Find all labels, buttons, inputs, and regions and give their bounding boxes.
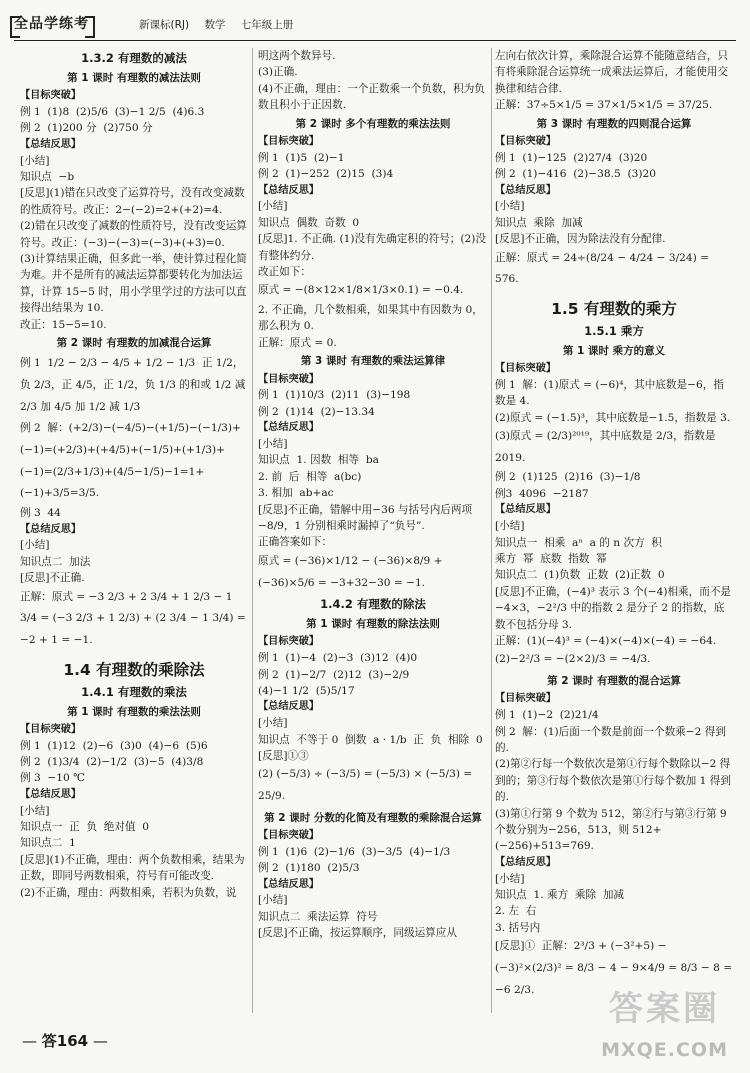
answer-line: 例 2 (1)180 (2)5/3 (258, 862, 360, 875)
answer-line: [小结] (258, 894, 288, 907)
section-tag: 【目标突破】 (20, 90, 82, 102)
lesson-title: 第 2 课时 有理数的混合运算 (547, 675, 681, 688)
answer-line: (3)正确. (258, 66, 298, 79)
answer-line: (2)第②行每一个数依次是第①行每个数除以−2 得到的；第③行每个数依次是第①行每个数加 1 得到的. (495, 758, 731, 804)
answer-line: 改正：15−5=10. (20, 318, 107, 331)
section-tag: 【总结反思】 (20, 523, 82, 535)
section-title: 1.5 有理数的乘方 (551, 299, 677, 318)
section-tag: 【目标突破】 (258, 135, 320, 147)
subsection-title: 1.3.2 有理数的减法 (81, 51, 187, 65)
lesson-title: 第 1 课时 有理数的除法法则 (306, 618, 440, 631)
answer-line: (2)原式 = (−1.5)³，其中底数是−1.5，指数是 3. (495, 411, 731, 424)
answer-line: 例 2 (1)14 (2)−13.34 (258, 405, 375, 418)
lesson-title: 第 2 课时 有理数的加减混合运算 (56, 336, 212, 349)
section-tag: 【总结反思】 (20, 138, 82, 150)
answer-line: (4)−1 1/2 (5)5/17 (258, 684, 355, 697)
answer-line: 2. 不正确，几个数相乘，如果其中有因数为 0，那么积为 0. (258, 304, 483, 333)
section-tag: 【目标突破】 (258, 373, 320, 385)
answer-column-1 (20, 48, 248, 1015)
answer-line: (2)错在只改变了减数的性质符号，没有改变运算符号。改正：(−3)−(−3)=(−3)+(+3)=0. (20, 220, 247, 249)
subsection-title: 1.4.2 有理数的除法 (320, 597, 426, 612)
answer-line: 知识点 −b (20, 170, 75, 183)
section-tag: 【总结反思】 (495, 504, 557, 516)
answer-line: 例 1 (1)−2 (2)21/4 (495, 709, 599, 722)
answer-line: 知识点一 正 负 绝对值 0 (20, 821, 150, 834)
grade-label: 七年级上册 (240, 19, 294, 31)
answer-line: [小结] (495, 872, 525, 885)
section-tag: 【总结反思】 (495, 856, 557, 868)
brand-title: 全品学练考 (14, 14, 89, 36)
answer-line: 正解：(1)(−4)³ = (−4)×(−4)×(−4) = −64. (495, 634, 717, 647)
watermark-logo: 答案圈 (609, 988, 721, 1029)
answer-line: 例 1 (1)−4 (2)−3 (3)12 (4)0 (258, 652, 418, 665)
answer-line: (3)第①行第 9 个数为 512，第②行与第③行第 9 个数分别为−256，513，则 512+(−256)+513=769. (495, 807, 731, 853)
section-tag: 【目标突破】 (495, 693, 557, 705)
answer-line: 知识点二 1 (20, 837, 76, 850)
math-solution: 原式 = (−36)×1/12 − (−36)×8/9 + (−36)×5/6 = −3+32−30 = −1. (258, 554, 446, 589)
lesson-title: 第 2 课时 分数的化简及有理数的乘除混合运算 (264, 811, 482, 824)
math-solution: 正解：原式 = 24÷(8/24 − 4/24 − 3/24) = 576. (495, 251, 713, 286)
answer-line: 例 2 (1)200 分 (2)750 分 (20, 122, 153, 135)
lesson-title: 第 3 课时 有理数的四则混合运算 (536, 117, 692, 130)
math-solution: 例 1 1/2 − 2/3 − 4/5 + 1/2 − 1/3 正 1/2，负 2/3，正 4/5，正 1/2，负 1/3 的和或 1/2 减 2/3 加 4/5 加 1/2 减 1/3 (20, 357, 249, 413)
math-solution: 例 2 解：(+2/3)−(−4/5)−(+1/5)−(−1/3)+(−1)=(+2/3)+(+4/5)+(−1/5)+(+1/3)+(−1)=(2/3+1/3)+(4/5−1/5)−1=1+(−1)+3/5=3/5. (20, 422, 241, 500)
section-tag: 【目标突破】 (258, 636, 320, 648)
math-solution: [反思]① 正解：2³/3 + (−3²+5) − (−3)²×(2/3)² = 8/3 − 4 − 9×4/9 = 8/3 − 8 = −6 2/3. (495, 940, 736, 996)
answer-line: 2. 前 后 相等 a(bc) (258, 470, 362, 483)
answer-line: [反思]不正确. (20, 572, 85, 585)
math-solution: 正解：原式 = −3 2/3 + 2 3/4 + 1 2/3 − 1 3/4 = (−3 2/3 + 1 2/3) + (2 3/4 − 1 3/4) = −2 + 1 = −1. (20, 590, 250, 647)
answer-line: [反思]1. 不正确. (1)没有先确定积的符号；(2)没有整体约分. (258, 233, 486, 262)
answer-line: [反思](1)错在只改变了运算符号，没有改变减数的性质符号。改正：2−(−2)=2+(+2)=4. (20, 187, 245, 216)
answer-line: 3. 括号内 (495, 921, 541, 934)
answer-line: 改正如下： (258, 265, 311, 278)
answer-line: 正解：原式 = 0. (258, 336, 337, 349)
answer-line: 2. 左 右 (495, 905, 537, 918)
math-solution: (2) (−5/3) ÷ (−3/5) = (−5/3) × (−5/3) = 25/9. (258, 768, 476, 803)
watermark (601, 983, 728, 1065)
section-tag: 【总结反思】 (258, 701, 320, 713)
lesson-title: 第 1 课时 有理数的乘法法则 (67, 705, 201, 718)
answer-line: 例 1 (1)8 (2)5/6 (3)−1 2/5 (4)6.3 (20, 105, 205, 118)
section-tag: 【总结反思】 (20, 788, 82, 800)
answer-line: [小结] (495, 200, 525, 213)
answer-column-3 (495, 48, 736, 1015)
lesson-title: 第 3 课时 有理数的乘法运算律 (300, 355, 446, 368)
answer-line: 例 2 (1)125 (2)16 (3)−1/8 (495, 471, 641, 484)
section-tag: 【总结反思】 (258, 878, 320, 890)
answer-line: 知识点一 相乘 aⁿ a 的 n 次方 积 (495, 536, 663, 549)
section-tag: 【目标突破】 (258, 830, 320, 842)
answer-line: 例 1 (1)6 (2)−1/6 (3)−3/5 (4)−1/3 (258, 845, 451, 858)
answer-line: 例 1 解：(1)原式 = (−6)⁴，其中底数是−6，指数是 4. (495, 378, 724, 408)
answer-line: [小结] (20, 154, 50, 167)
section-tag: 【总结反思】 (258, 422, 320, 434)
answer-line: [反思]不正确，错解中用−36 与括号内后两项−8/9，1 分别相乘时漏掉了“负号”. (258, 503, 473, 533)
section-tag: 【总结反思】 (258, 184, 320, 196)
answer-line: [小结] (20, 804, 50, 817)
section-title: 1.4 有理数的乘除法 (63, 660, 205, 679)
answer-line: 例 3 −10 ℃ (20, 772, 86, 785)
answer-line: (3)计算结果正确，但多此一举，使计算过程化简为难。并不是所有的减法运算都要转化为加法运算，计算 15−5 时，用小学里学过的方法可以直接得出结果为 10. (20, 252, 247, 315)
page-header (14, 14, 736, 41)
answer-line: [反思](1)不正确，理由：两个负数相乘，结果为正数，即同号两数相乘，符号有可能改变. (20, 853, 245, 883)
math-solution: (3)原式 = (2/3)²⁰¹⁹，其中底数是 2/3，指数是 2019. (495, 430, 719, 464)
answer-line: 3. 相加 ab+ac (258, 487, 334, 500)
answer-line: [小结] (495, 520, 525, 533)
math-solution: (2)−2²/3 = −(2×2)/3 = −4/3. (495, 653, 651, 666)
subsection-title: 1.5.1 乘方 (584, 323, 644, 338)
answer-line: [小结] (20, 539, 50, 552)
subject-label: 数学 (204, 19, 226, 31)
answer-line: [反思]不正确，按运算顺序，同级运算应从 (258, 927, 457, 940)
answer-line: [反思]不正确，因为除法没有分配律. (495, 233, 666, 246)
section-tag: 【总结反思】 (495, 184, 557, 196)
subsection-title: 1.4.1 有理数的乘法 (81, 684, 187, 699)
answer-line: 知识点 1. 因数 相等 ba (258, 454, 379, 467)
column-divider (491, 48, 492, 1013)
answer-line: [小结] (258, 437, 288, 450)
answer-line: 知识点 偶数 奇数 0 (258, 216, 360, 229)
answer-line: 知识点二 乘法运算 符号 (258, 910, 378, 923)
answer-line: 知识点 1. 乘方 乘除 加减 (495, 889, 625, 902)
math-solution: 原式 = −(8×12×1/8×1/3×0.1) = −0.4. (258, 284, 464, 297)
answer-line: 乘方 幂 底数 指数 幂 (495, 552, 607, 565)
answer-line: 例 2 (1)3/4 (2)−1/2 (3)−5 (4)3/8 (20, 756, 204, 769)
answer-line: (2)不正确，理由：两数相乘，若积为负数，说 (20, 886, 237, 899)
answer-line: 例 1 (1)10/3 (2)11 (3)−198 (258, 389, 411, 402)
answer-line: [小结] (258, 717, 288, 730)
page-number: — 答164 — (22, 1030, 108, 1053)
answer-line: 知识点二 加法 (20, 555, 91, 568)
book-meta (139, 17, 305, 33)
answer-line: 例 1 (1)−125 (2)27/4 (3)20 (495, 151, 648, 164)
answer-column-2 (258, 48, 488, 1015)
answer-line: 例 2 解：(1)后面一个数是前面一个数乘−2 得到的. (495, 725, 726, 754)
answer-line: 左向右依次计算，乘除混合运算不能随意结合，只有将乘除混合运算统一成乘法运算后，才能使用交换律和结合律. (495, 50, 729, 95)
answer-line: 知识点二 (1)负数 正数 (2)正数 0 (495, 569, 665, 582)
lesson-title: 第 1 课时 有理数的减法法则 (67, 71, 201, 84)
answer-line: 例 3 44 (20, 507, 61, 520)
answer-line: 例 1 (1)5 (2)−1 (258, 151, 345, 164)
edition-label: 新课标(RJ) (139, 19, 190, 31)
column-divider (252, 48, 253, 1013)
answer-line: (4)不正确，理由：一个正数乘一个负数，积为负数且积小于正因数. (258, 82, 485, 112)
answer-line: [反思]不正确，(−4)³ 表示 3 个(−4)相乘，而不是−4×3，−2²/3 中的指数 2 是分子 2 的指数，底数不包括分母 3. (495, 585, 732, 631)
answer-line: 知识点 乘除 加减 (495, 216, 583, 229)
section-tag: 【目标突破】 (20, 723, 82, 735)
answer-line: 例 2 (1)−416 (2)−38.5 (3)20 (495, 168, 656, 181)
lesson-title: 第 2 课时 多个有理数的乘法法则 (295, 117, 451, 130)
answer-line: 正解：37÷5×1/5 = 37×1/5×1/5 = 37/25. (495, 99, 713, 112)
answer-line: [反思]①③ (258, 749, 309, 762)
answer-line: 知识点 不等于 0 倒数 a · 1/b 正 负 相除 0 (258, 733, 483, 746)
answer-line: 例 1 (1)12 (2)−6 (3)0 (4)−6 (5)6 (20, 739, 208, 752)
answer-line: 例3 4096 −2187 (495, 487, 589, 500)
answer-line: 正确答案如下： (258, 536, 333, 549)
section-tag: 【目标突破】 (495, 135, 557, 147)
watermark-url: MXQE.COM (601, 1038, 728, 1061)
answer-line: 例 2 (1)−2/7 (2)12 (3)−2/9 (258, 668, 410, 681)
lesson-title: 第 1 课时 乘方的意义 (562, 344, 666, 357)
answer-line: 例 2 (1)−252 (2)15 (3)4 (258, 168, 394, 181)
answer-line: [小结] (258, 200, 288, 213)
section-tag: 【目标突破】 (495, 363, 557, 375)
answer-line: 明这两个数异号. (258, 50, 336, 62)
